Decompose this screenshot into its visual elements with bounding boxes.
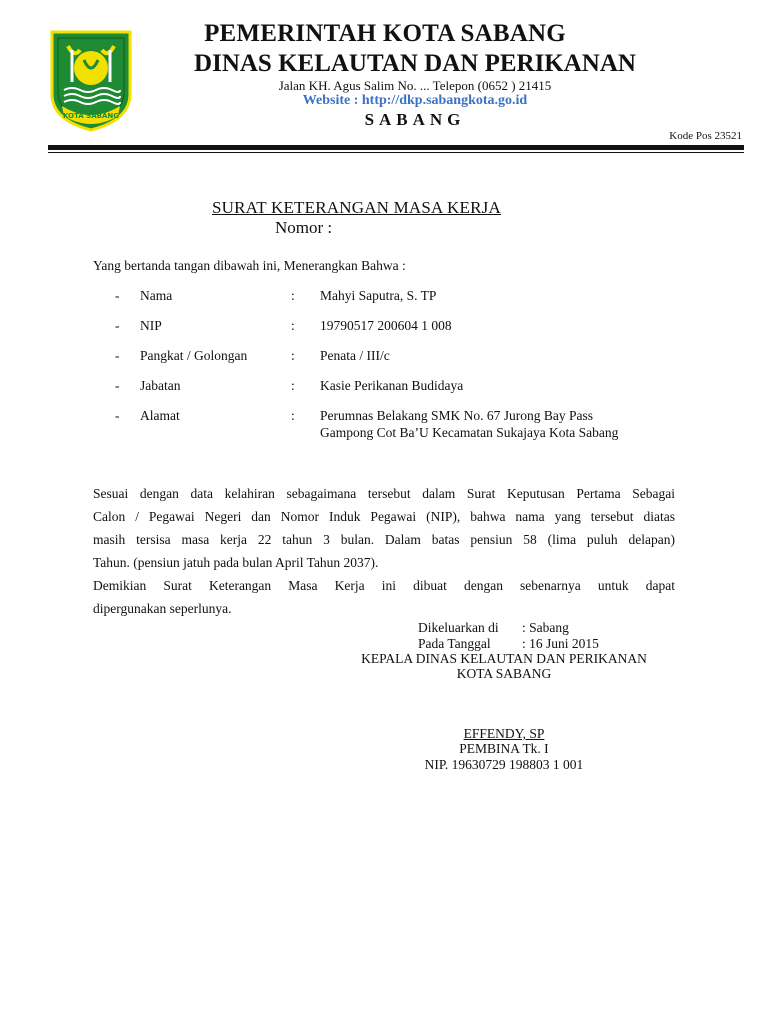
field-label: Jabatan xyxy=(140,378,181,393)
field-value: Mahyi Saputra, S. TP xyxy=(320,288,437,303)
svg-text:KOTA SABANG: KOTA SABANG xyxy=(63,112,119,120)
letterhead-divider-thin xyxy=(48,152,744,153)
body-line: masih tersisa masa kerja 22 tahun 3 bulan. Dalam batas pensiun 58 (lima puluh delapan) xyxy=(93,532,675,547)
signatory-nip: NIP. 19630729 198803 1 001 xyxy=(424,757,584,772)
date-value: : 16 Juni 2015 xyxy=(522,636,599,651)
bullet: - xyxy=(115,288,120,303)
letterhead-department: DINAS KELAUTAN DAN PERIKANAN xyxy=(194,50,636,77)
body-paragraph xyxy=(93,482,675,620)
signatory-position-city: KOTA SABANG xyxy=(456,666,552,681)
signatory-name: EFFENDY, SP xyxy=(463,726,545,741)
field-separator: : xyxy=(291,288,295,303)
field-value-continued: Gampong Cot Ba’U Kecamatan Sukajaya Kota Sabang xyxy=(320,425,619,440)
letterhead-divider-thick xyxy=(48,145,744,150)
bullet: - xyxy=(115,378,120,393)
letterhead-government: PEMERINTAH KOTA SABANG xyxy=(204,20,566,47)
issued-label: Dikeluarkan di xyxy=(418,620,499,635)
body-line: Calon / Pegawai Negeri dan Nomor Induk Pegawai (NIP), bahwa nama yang tersebut diatas xyxy=(93,509,675,524)
document-title: SURAT KETERANGAN MASA KERJA xyxy=(212,198,501,217)
field-value: Penata / III/c xyxy=(320,348,390,363)
field-label: Pangkat / Golongan xyxy=(140,348,248,363)
signatory-position: KEPALA DINAS KELAUTAN DAN PERIKANAN xyxy=(361,651,647,666)
field-separator: : xyxy=(291,408,295,423)
letterhead-address: Jalan KH. Agus Salim No. ... Telepon (0652 ) 21415 xyxy=(278,78,552,93)
field-label: NIP xyxy=(140,318,162,333)
field-separator: : xyxy=(291,348,295,363)
field-separator: : xyxy=(291,378,295,393)
field-label: Nama xyxy=(140,288,173,303)
bullet: - xyxy=(115,408,120,423)
postal-code: Kode Pos 23521 xyxy=(669,130,742,142)
letterhead-website: Website : http://dkp.sabangkota.go.id xyxy=(302,93,528,108)
body-line: dipergunakan seperlunya. xyxy=(93,601,232,616)
signatory-rank: PEMBINA Tk. I xyxy=(459,741,549,756)
issued-value: : Sabang xyxy=(522,620,569,635)
city-emblem-logo xyxy=(48,28,134,132)
intro-text: Yang bertanda tangan dibawah ini, Menerangkan Bahwa : xyxy=(93,258,406,273)
date-label: Pada Tanggal xyxy=(418,636,491,651)
field-value: Kasie Perikanan Budidaya xyxy=(320,378,464,393)
field-value: 19790517 200604 1 008 xyxy=(320,318,452,333)
field-value: Perumnas Belakang SMK No. 67 Jurong Bay Pass xyxy=(320,408,593,423)
body-line: Tahun. (pensiun jatuh pada bulan April Tahun 2037). xyxy=(93,555,379,570)
bullet: - xyxy=(115,318,120,333)
body-line: Sesuai dengan data kelahiran sebagaimana tersebut dalam Surat Keputusan Pertama Sebagai xyxy=(93,486,675,501)
field-label: Alamat xyxy=(140,408,180,423)
letterhead-city: SABANG xyxy=(364,110,466,129)
bullet: - xyxy=(115,348,120,363)
field-separator: : xyxy=(291,318,295,333)
body-line: Demikian Surat Keterangan Masa Kerja ini dibuat dengan sebenarnya untuk dapat xyxy=(93,578,675,593)
document-number: Nomor : xyxy=(275,218,333,237)
